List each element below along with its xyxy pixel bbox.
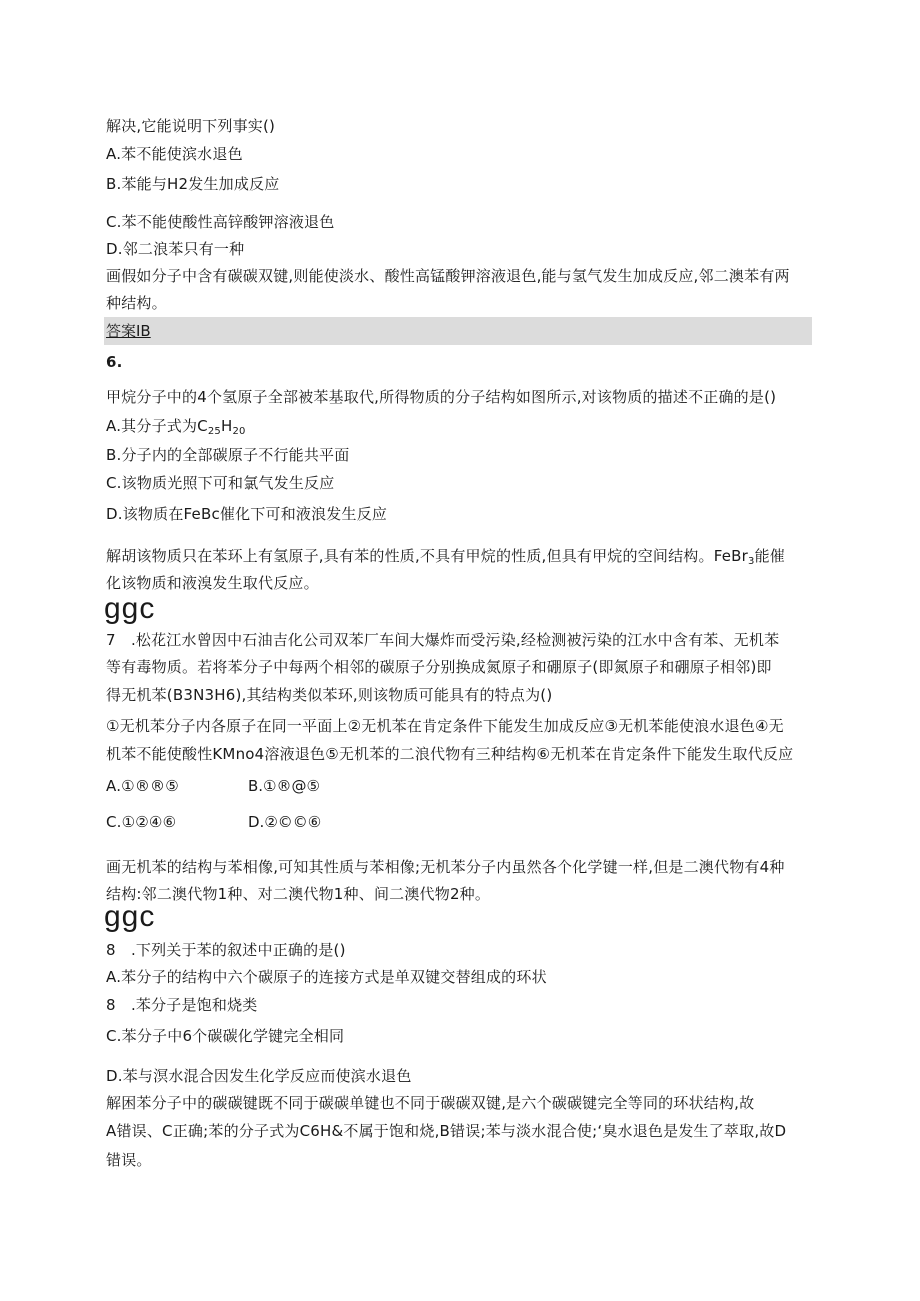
- q8-option-d: D.苯与溟水混合因发生化学反应而使滨水退色: [106, 1067, 412, 1085]
- q6-explanation-line2: 化该物质和液溴发生取代反应。: [106, 574, 319, 592]
- q7-option-b: B.①®@⑤: [248, 777, 320, 795]
- q8-explanation-line1: 解困苯分子中的碳碳键既不同于碳碳单键也不同于碳碳双键,是六个碳碳键完全等同的环状结构,故: [106, 1094, 755, 1112]
- q5-option-c: C.苯不能使酸性高锌酸钾溶液退色: [106, 213, 335, 231]
- q5-explanation-line2: 种结构。: [106, 294, 167, 312]
- q7-stem-line4: ①无机苯分子内各原子在同一平面上②无机苯在肯定条件下能发生加成反应③无机苯能使浪水退色④无: [106, 717, 784, 735]
- q6-option-b: B.分子内的全部碳原子不行能共平面: [106, 446, 350, 464]
- q5-option-b: B.苯能与H2发生加成反应: [106, 175, 280, 193]
- q7-stem-line1: 7 .松花江水曾因中石油吉化公司双苯厂车间大爆炸而受污染,经检测被污染的江水中含有苯、无机苯: [106, 631, 780, 649]
- q5-answer-bar: [104, 317, 812, 345]
- q5-explanation-line1: 画假如分子中含有碳碳双键,则能使淡水、酸性高锰酸钾溶液退色,能与氢气发生加成反应,邻二澳苯有两: [106, 267, 790, 285]
- q6-number: 6.: [106, 353, 123, 371]
- q6-option-d: D.该物质在FeBc催化下可和液浪发生反应: [106, 505, 388, 523]
- q7-stem-line2: 等有毒物质。若将苯分子中每两个相邻的碳原子分别换成氮原子和硼原子(即氮原子和硼原子相邻)即: [106, 658, 772, 676]
- q7-explanation-line1: 画无机苯的结构与苯相像,可知其性质与苯相像;无机苯分子内虽然各个化学键一样,但是二澳代物有4种: [106, 858, 785, 876]
- q6-explanation-line1: 解胡该物质只在苯环上有氢原子,具有苯的性质,不具有甲烷的性质,但具有甲烷的空间结构。FeBr$_3$能催: [106, 547, 785, 567]
- q7-explanation-line2: 结构:邻二澳代物1种、对二澳代物1种、间二澳代物2种。: [106, 885, 491, 903]
- q8-option-b: 8 .苯分子是饱和烧类: [106, 996, 258, 1014]
- q8-option-a: A.苯分子的结构中六个碳原子的连接方式是单双键交替组成的环状: [106, 968, 547, 986]
- q6-option-a: A.其分子式为$C_{25}H_{20}$: [106, 417, 246, 437]
- q7-option-a: A.①®®⑤: [106, 777, 179, 795]
- q8-stem: 8 .下列关于苯的叙述中正确的是(): [106, 941, 346, 959]
- q7-option-d: D.②©©⑥: [248, 813, 322, 831]
- q8-explanation-line2: A错误、C正确;苯的分子式为C6H&不属于饱和烧,B错误;苯与淡水混合使;‘臭水退色是发生了萃取,故D: [106, 1122, 787, 1140]
- q7-stem-line3: 得无机苯(B3N3H6),其结构类似苯环,则该物质可能具有的特点为(): [106, 686, 553, 704]
- q8-explanation-line3: 错误。: [106, 1151, 152, 1169]
- q7-stem-line5: 机苯不能使酸性KMno4溶液退色⑤无机苯的二浪代物有三种结构⑥无机苯在肯定条件下能发生取代反应: [106, 745, 794, 763]
- q6-option-c: C.该物质光照下可和氯气发生反应: [106, 474, 335, 492]
- q5-analysis-intro: 解决,它能说明下列事实(): [106, 117, 276, 135]
- q6-stem: 甲烷分子中的4个氢原子全部被苯基取代,所得物质的分子结构如图所示,对该物质的描述不正确的是(): [106, 388, 777, 406]
- q8-option-c: C.苯分子中6个碳碳化学键完全相同: [106, 1027, 345, 1045]
- q5-answer: 答案IB: [106, 322, 151, 340]
- q5-option-d: D.邻二浪苯只有一种: [106, 240, 245, 258]
- q6-mark: ggc: [104, 592, 156, 625]
- q7-option-c: C.①②④⑥: [106, 813, 177, 831]
- q7-mark: ggc: [104, 900, 156, 933]
- q5-option-a: A.苯不能使滨水退色: [106, 145, 243, 163]
